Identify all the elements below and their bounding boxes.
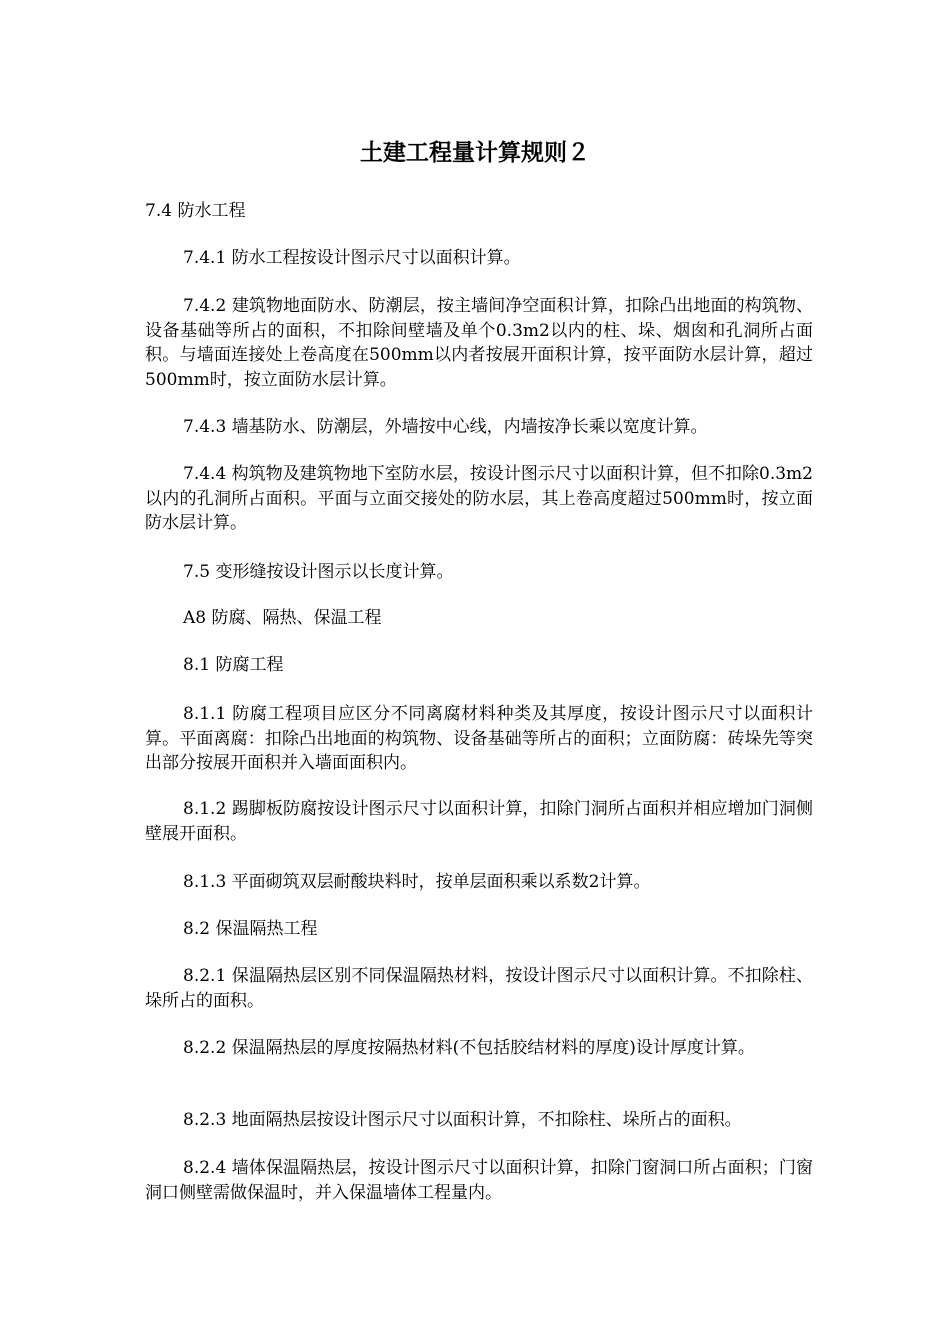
paragraph-8-1-2: 8.1.2 踢脚板防腐按设计图示尺寸以面积计算，扣除门洞所占面积并相应增加门洞侧壁展开面积。 bbox=[145, 799, 813, 844]
section-heading-a8: A8 防腐、隔热、保温工程 bbox=[183, 608, 382, 628]
paragraph-8-2-3: 8.2.3 地面隔热层按设计图示尺寸以面积计算，不扣除柱、垛所占的面积。 bbox=[183, 1110, 742, 1130]
paragraph-7-4-3: 7.4.3 墙基防水、防潮层，外墙按中心线，内墙按净长乘以宽度计算。 bbox=[183, 417, 708, 437]
paragraph-7-4-4: 7.4.4 构筑物及建筑物地下室防水层，按设计图示尺寸以面积计算，但不扣除0.3m2以内的孔洞所占面积。平面与立面交接处的防水层，其上卷高度超过500mm时，按立面防水层计算。 bbox=[145, 464, 813, 533]
paragraph-8-1-1: 8.1.1 防腐工程项目应区分不同离腐材料种类及其厚度，按设计图示尺寸以面积计算。平面离腐：扣除凸出地面的构筑物、设备基础等所占的面积；立面防腐：砖垛先等突出部分按展开面积并入墙面面积内。 bbox=[145, 704, 813, 773]
section-heading-7-4: 7.4 防水工程 bbox=[145, 201, 246, 221]
paragraph-7-5: 7.5 变形缝按设计图示以长度计算。 bbox=[183, 562, 454, 582]
paragraph-8-2-2: 8.2.2 保温隔热层的厚度按隔热材料(不包括胶结材料的厚度)设计厚度计算。 bbox=[183, 1038, 755, 1058]
paragraph-8-2-1: 8.2.1 保温隔热层区别不同保温隔热材料，按设计图示尺寸以面积计算。不扣除柱、垛所占的面积。 bbox=[145, 966, 813, 1011]
page-title: 土建工程量计算规则２ bbox=[360, 140, 590, 166]
paragraph-8-2-4: 8.2.4 墙体保温隔热层，按设计图示尺寸以面积计算，扣除门窗洞口所占面积；门窗洞口侧壁需做保温时，并入保温墙体工程量内。 bbox=[145, 1158, 813, 1203]
section-heading-8-2: 8.2 保温隔热工程 bbox=[183, 919, 318, 939]
section-heading-8-1: 8.1 防腐工程 bbox=[183, 655, 284, 675]
paragraph-8-1-3: 8.1.3 平面砌筑双层耐酸块料时，按单层面积乘以系数2计算。 bbox=[183, 872, 651, 892]
paragraph-7-4-1: 7.4.1 防水工程按设计图示尺寸以面积计算。 bbox=[183, 248, 521, 268]
paragraph-7-4-2: 7.4.2 建筑物地面防水、防潮层，按主墙间净空面积计算，扣除凸出地面的构筑物、设备基础等所占的面积，不扣除间壁墙及单个0.3m2以内的柱、垛、烟囱和孔洞所占面积。与墙面连接处上卷高度在500mm以内者按展开面积计算，按平面防水层计算，超过500mm时，按立面防水层计算。 bbox=[145, 296, 813, 390]
